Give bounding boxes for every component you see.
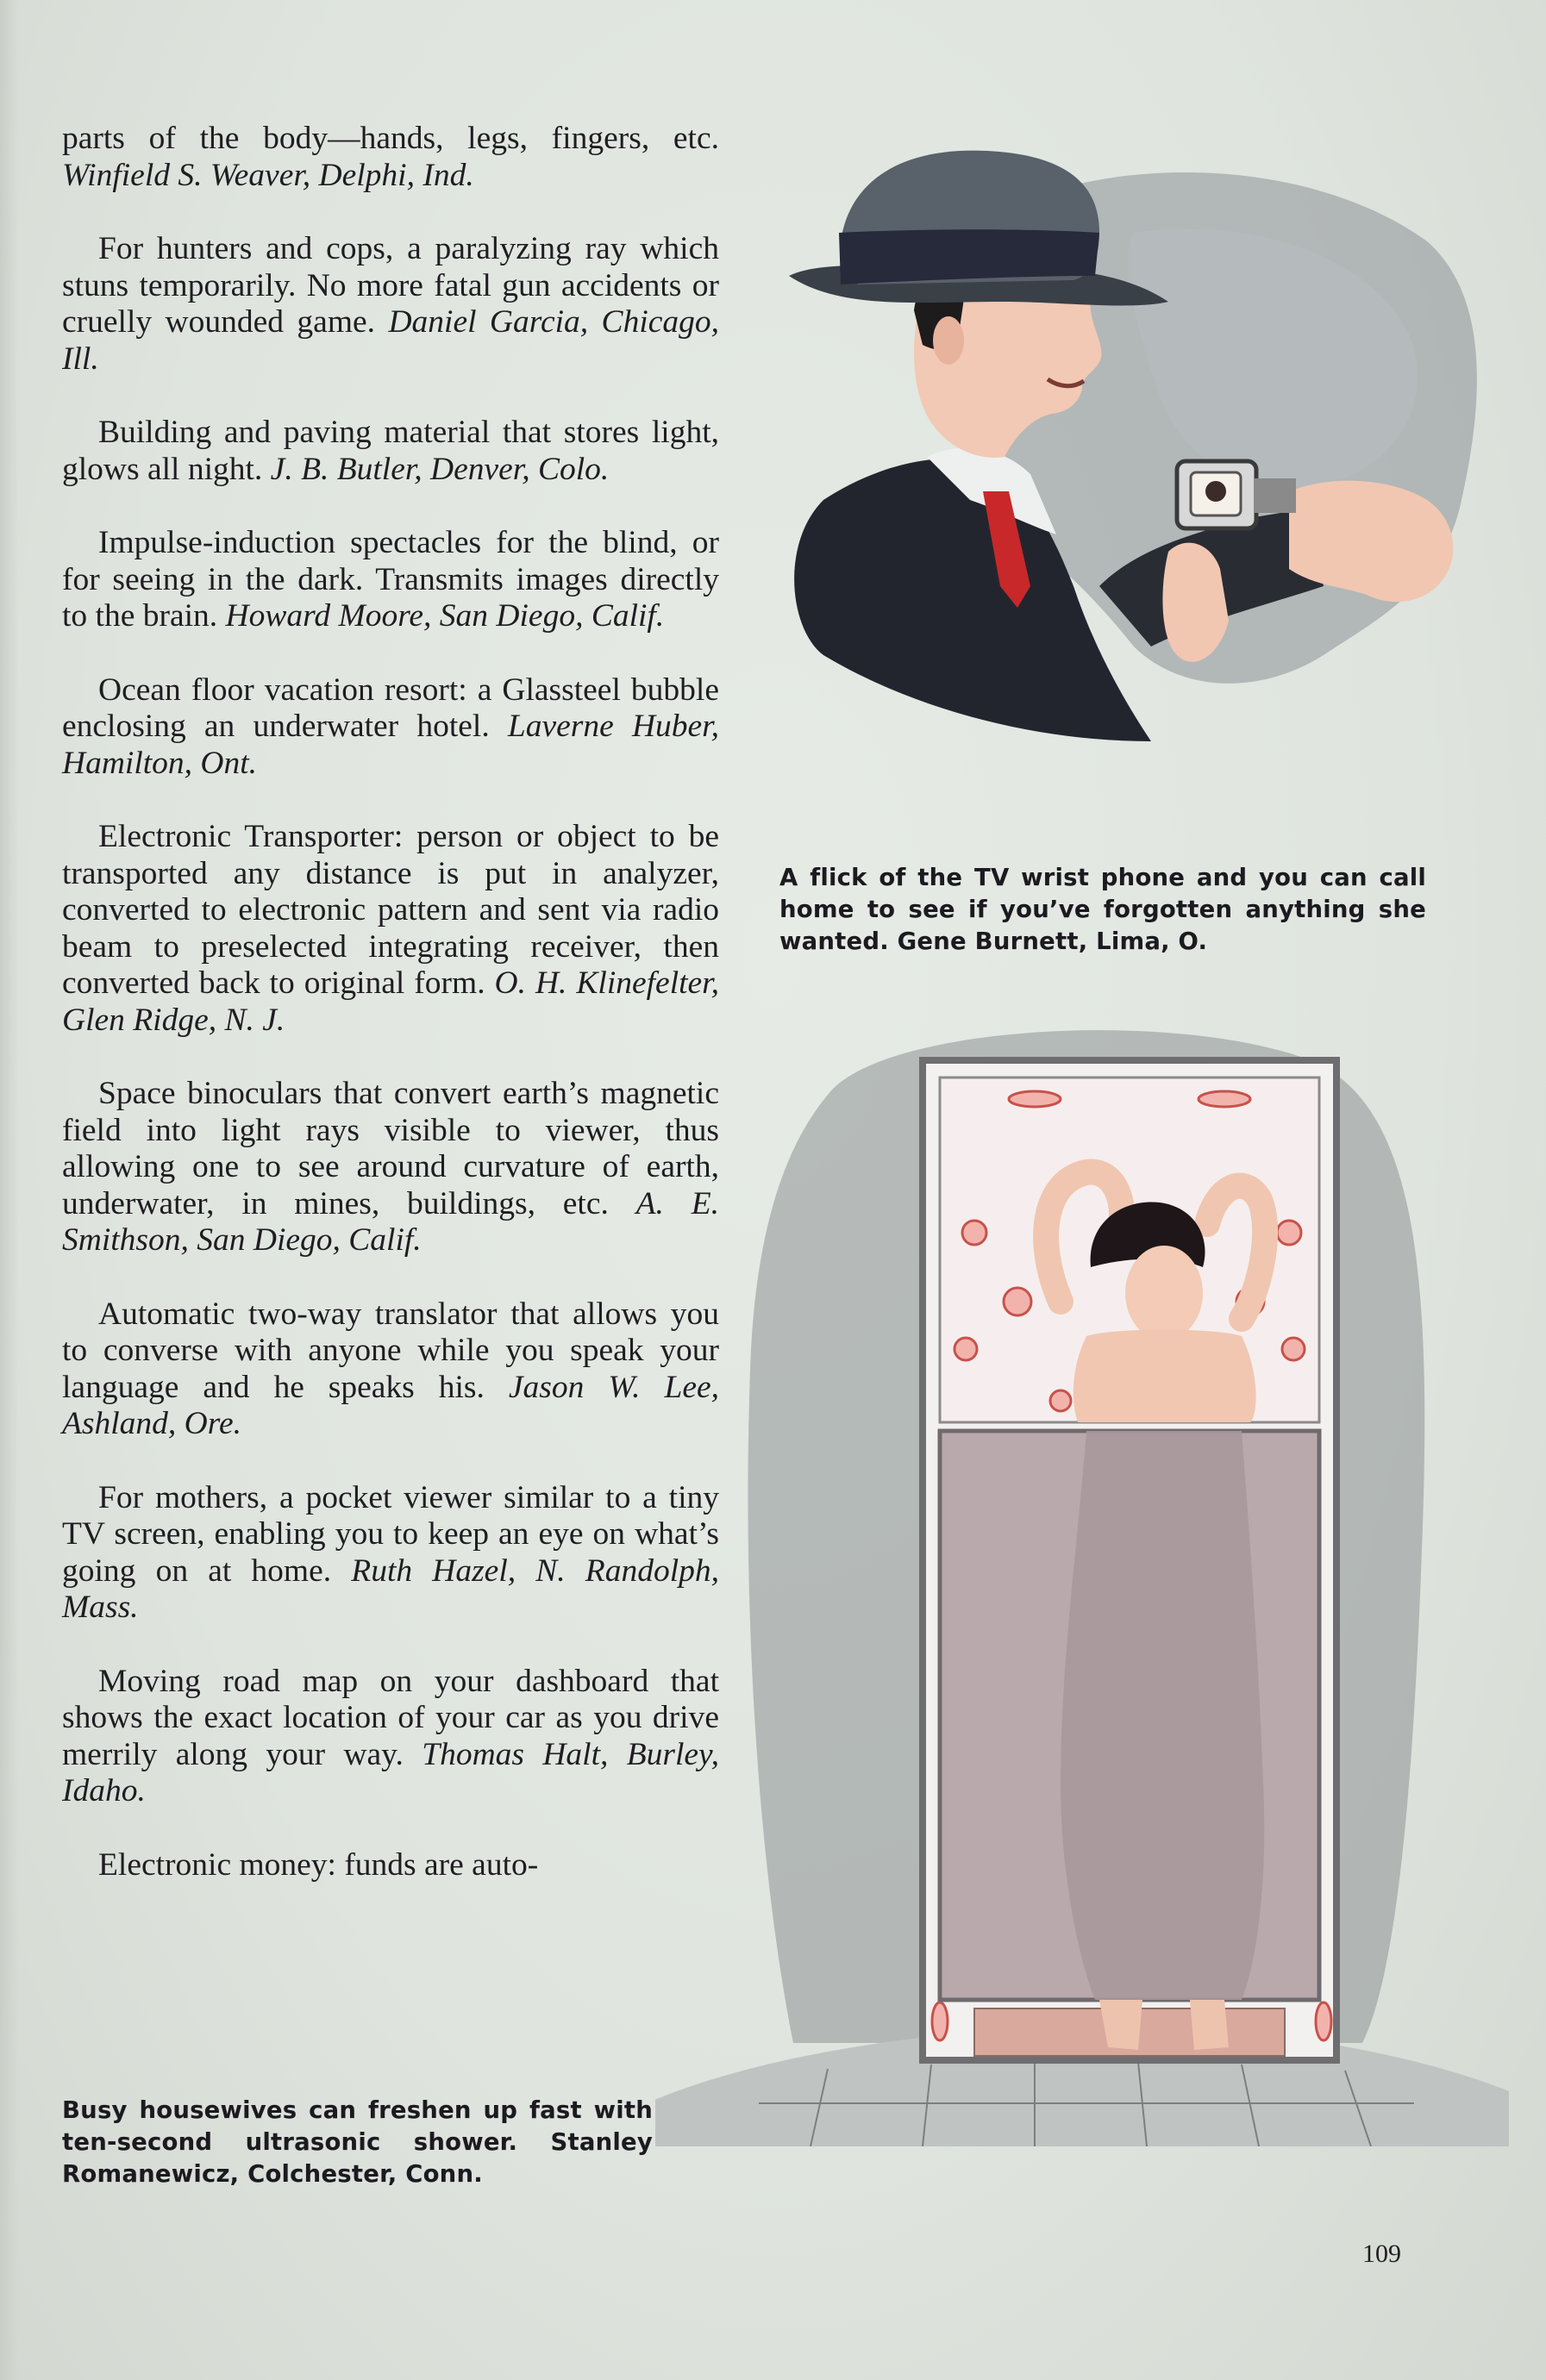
paragraph: Moving road map on your dashboard that shows the exact location of your car as you drive merrily along your way. Thomas Halt, Burley, Idaho.	[62, 1663, 719, 1808]
paragraph: Electronic money: funds are auto-	[98, 1846, 539, 1883]
shower-caption: Busy housewives can freshen up fast with ten-second ultrasonic shower. Stanley Romanewicz, Colchester, Conn.	[62, 2096, 653, 2188]
paragraph: Building and paving material that stores light, glows all night. J. B. Butler, Denver, Colo.	[62, 415, 719, 487]
woman-face	[1125, 1246, 1203, 1340]
page-number: 109	[1362, 2239, 1401, 2268]
paragraph: For hunters and cops, a paralyzing ray which stuns temporarily. No more fatal gun accidents or cruelly wounded game. Daniel Garcia, Chicago, Ill.	[62, 231, 720, 377]
watch-strap	[1255, 478, 1296, 513]
paragraph: Space binoculars that convert earth’s magnetic field into light rays visible to viewer, thus allowing one to see around curvature of earth, underwater, in mines, buildings, etc. A. E. Smithson, San Diego, Calif.	[62, 1076, 719, 1258]
watch-caption: A flick of the TV wrist phone and you can call home to see if you’ve forgotten anything she wanted. Gene Burnett, Lima, O.	[779, 864, 1426, 955]
ultrasonic-shower-illustration	[655, 1009, 1509, 2146]
paragraph: For mothers, a pocket viewer similar to a tiny TV screen, enabling you to keep an eye on what’s going on at home. Ruth Hazel, N. Randolph, Mass.	[62, 1479, 720, 1625]
paragraph: Impulse-induction spectacles for the blind, or for seeing in the dark. Transmits images directly to the brain. Howard Moore, San Diego, Calif.	[62, 525, 719, 634]
woman-torso	[1073, 1330, 1256, 1423]
paragraph: parts of the body—hands, legs, fingers, etc. Winfield S. Weaver, Delphi, Ind.	[62, 121, 719, 193]
tv-wristwatch-illustration	[772, 138, 1479, 810]
article-column	[62, 121, 719, 1921]
paragraph: Electronic Transporter: person or object to be transported any distance is put in analyzer, converted to electronic pattern and sent via radio beam to preselected integrating receiver, then converted back to original form. O. H. Klinefelter, Glen Ridge, N. J.	[62, 819, 719, 1038]
tiny-face-on-screen	[1205, 481, 1226, 502]
ear	[933, 316, 964, 365]
silhouette-behind-glass	[1061, 1431, 1264, 2000]
paragraph: Ocean floor vacation resort: a Glassteel bubble enclosing an underwater hotel. Laverne Huber, Hamilton, Ont.	[62, 672, 719, 781]
paragraph: Automatic two-way translator that allows you to converse with anyone while you speak your language and he speaks his. Jason W. Lee, Ashland, Ore.	[62, 1296, 719, 1441]
